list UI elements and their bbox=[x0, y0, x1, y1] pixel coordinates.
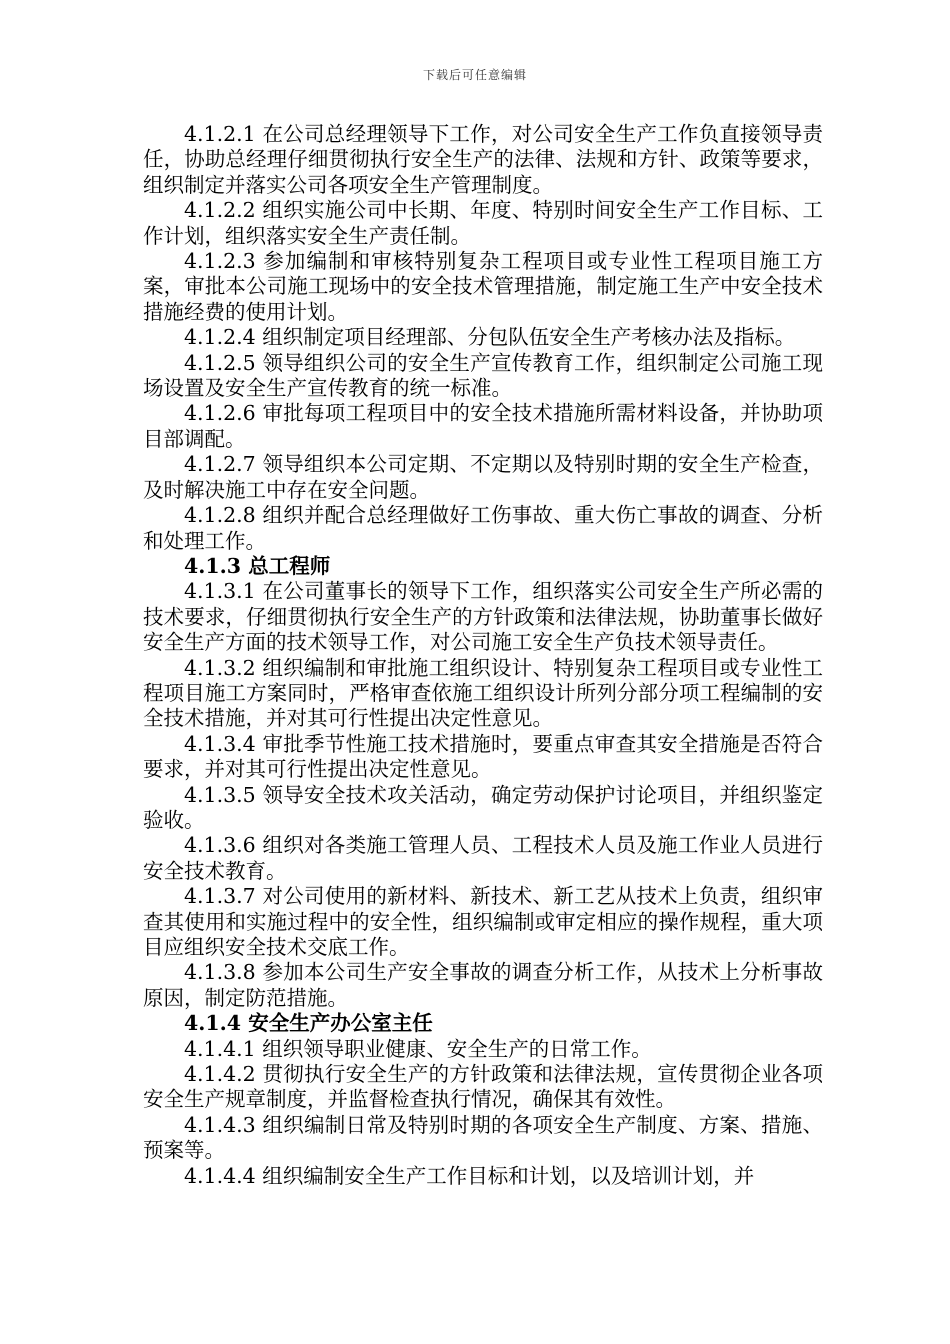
paragraph-4-1-3-1: 4.1.3.1 在公司董事长的领导下工作，组织落实公司安全生产所必需的技术要求，仔细贯彻执行安全生产的方针政策和法律法规，协助董事长做好安全生产方面的技术领导工作，对公司施工安全生产负技术领导责任。 bbox=[143, 579, 823, 655]
paragraph-4-1-4-4: 4.1.4.4 组织编制安全生产工作目标和计划，以及培训计划，并 bbox=[184, 1163, 755, 1188]
page-header-note: 下载后可任意编辑 bbox=[422, 68, 527, 82]
document-body bbox=[143, 122, 823, 1189]
section-heading-4-1-4: 4.1.4 安全生产办公室主任 bbox=[184, 1011, 433, 1036]
paragraph-4-1-2-8: 4.1.2.8 组织并配合总经理做好工伤事故、重大伤亡事故的调查、分析和处理工作。 bbox=[143, 503, 823, 553]
section-heading-4-1-3: 4.1.3 总工程师 bbox=[184, 553, 331, 578]
paragraph-4-1-4-2: 4.1.4.2 贯彻执行安全生产的方针政策和法律法规，宣传贯彻企业各项安全生产规章制度，并监督检查执行情况，确保其有效性。 bbox=[143, 1062, 823, 1112]
paragraph-4-1-2-5: 4.1.2.5 领导组织公司的安全生产宣传教育工作，组织制定公司施工现场设置及安全生产宣传教育的统一标准。 bbox=[143, 350, 823, 401]
paragraph-4-1-4-3: 4.1.4.3 组织编制日常及特别时期的各项安全生产制度、方案、措施、预案等。 bbox=[143, 1112, 823, 1163]
paragraph-4-1-3-8: 4.1.3.8 参加本公司生产安全事故的调查分析工作，从技术上分析事故原因，制定防范措施。 bbox=[143, 960, 823, 1010]
paragraph-4-1-3-6: 4.1.3.6 组织对各类施工管理人员、工程技术人员及施工作业人员进行安全技术教育。 bbox=[143, 833, 823, 883]
paragraph-4-1-2-2: 4.1.2.2 组织实施公司中长期、年度、特别时间安全生产工作目标、工作计划，组织落实安全生产责任制。 bbox=[143, 198, 823, 248]
paragraph-4-1-2-3: 4.1.2.3 参加编制和审核特别复杂工程项目或专业性工程项目施工方案，审批本公司施工现场中的安全技术管理措施，制定施工生产中安全技术措施经费的使用计划。 bbox=[143, 249, 823, 324]
paragraph-4-1-2-4: 4.1.2.4 组织制定项目经理部、分包队伍安全生产考核办法及指标。 bbox=[184, 325, 796, 350]
paragraph-4-1-2-6: 4.1.2.6 审批每项工程项目中的安全技术措施所需材料设备，并协助项目部调配。 bbox=[143, 401, 823, 451]
paragraph-4-1-3-2: 4.1.3.2 组织编制和审批施工组织设计、特别复杂工程项目或专业性工程项目施工方案同时，严格审查依施工组织设计所列分部分项工程编制的安全技术措施，并对其可行性提出决定性意见。 bbox=[143, 655, 823, 731]
paragraph-4-1-3-5: 4.1.3.5 领导安全技术攻关活动，确定劳动保护讨论项目，并组织鉴定验收。 bbox=[143, 782, 823, 832]
paragraph-4-1-2-1: 4.1.2.1 在公司总经理领导下工作，对公司安全生产工作负直接领导责任，协助总经理仔细贯彻执行安全生产的法律、法规和方针、政策等要求，组织制定并落实公司各项安全生产管理制度。 bbox=[143, 122, 823, 197]
paragraph-4-1-4-1: 4.1.4.1 组织领导职业健康、安全生产的日常工作。 bbox=[184, 1036, 652, 1061]
paragraph-4-1-3-7: 4.1.3.7 对公司使用的新材料、新技术、新工艺从技术上负责，组织审查其使用和实施过程中的安全性，组织编制或审定相应的操作规程，重大项目应组织安全技术交底工作。 bbox=[143, 884, 823, 959]
paragraph-4-1-2-7: 4.1.2.7 领导组织本公司定期、不定期以及特别时期的安全生产检查，及时解决施工中存在安全问题。 bbox=[143, 452, 823, 502]
paragraph-4-1-3-4: 4.1.3.4 审批季节性施工技术措施时，要重点审查其安全措施是否符合要求，并对其可行性提出决定性意见。 bbox=[143, 731, 823, 782]
